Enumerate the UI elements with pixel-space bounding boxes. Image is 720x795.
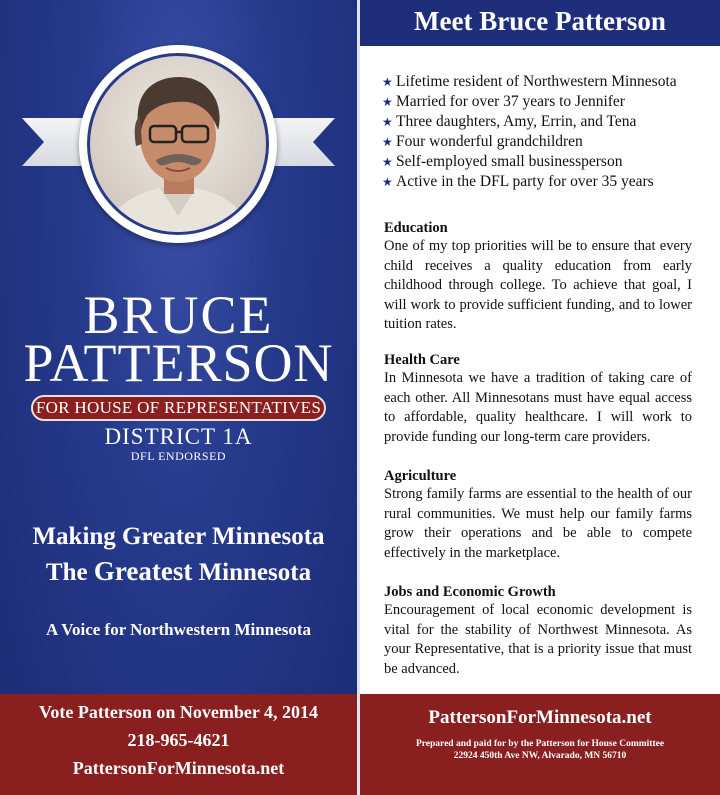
list-item <box>382 132 712 152</box>
section-title: Agriculture <box>384 468 457 484</box>
slogan <box>0 520 357 590</box>
star-icon: ★ <box>382 75 393 89</box>
section-text: Encouragement of local economic development is vital for the stability of Northwest Minnesota. As your Representative, that is a priority issue that must be advanced. <box>384 602 692 677</box>
disclaimer-line1: Prepared and paid for by the Patterson for House Committee <box>415 739 665 749</box>
bio-text: Lifetime resident of Northwestern Minnesota <box>396 73 677 90</box>
vote-date: Vote Patterson on November 4, 2014 <box>39 702 318 722</box>
star-icon: ★ <box>382 115 393 129</box>
slogan-line2-emphasis: Greatest <box>93 556 193 586</box>
endorsement-label: DFL ENDORSED <box>130 449 227 463</box>
slogan-line1: Making Greater Minnesota <box>32 523 325 550</box>
disclaimer <box>360 738 720 762</box>
bio-list <box>382 72 712 192</box>
bio-text: Self-employed small businessperson <box>396 153 623 170</box>
left-panel <box>0 0 357 795</box>
candidate-last-name: PATTERSON <box>23 333 334 393</box>
slogan-line2-pre: The <box>45 559 94 586</box>
health-care-section <box>384 351 692 447</box>
candidate-portrait-icon <box>90 56 266 232</box>
meet-heading: Meet Bruce Patterson <box>360 0 720 46</box>
section-title: Jobs and Economic Growth <box>384 584 556 600</box>
bio-text: Four wonderful grandchildren <box>396 133 583 150</box>
office-banner: FOR HOUSE OF REPRESENTATIVES <box>31 395 326 421</box>
district-label: DISTRICT 1A <box>104 424 253 449</box>
section-text: Strong family farms are essential to the health of our rural communities. We must help our family farms grow their operations and be able to compete effectively in the marketplace. <box>384 486 692 561</box>
star-icon: ★ <box>382 95 393 109</box>
education-section <box>384 219 692 335</box>
vote-box <box>0 694 357 795</box>
list-item <box>382 92 712 112</box>
star-icon: ★ <box>382 175 393 189</box>
list-item <box>382 112 712 132</box>
right-panel <box>360 0 720 795</box>
bio-text: Married for over 37 years to Jennifer <box>396 93 625 110</box>
section-title: Education <box>384 220 448 236</box>
section-text: In Minnesota we have a tradition of taking care of each other. All Minnesotans must have equal access to affordable, quality healthcare. I will work to provide funding our long-term care providers. <box>384 370 692 445</box>
tagline: A Voice for Northwestern Minnesota <box>45 620 312 639</box>
list-item <box>382 72 712 92</box>
star-icon: ★ <box>382 135 393 149</box>
jobs-section <box>384 583 692 679</box>
slogan-line2-post: Minnesota <box>192 559 312 586</box>
star-icon: ★ <box>382 155 393 169</box>
candidate-first-name: BRUCE <box>83 285 274 345</box>
bio-text: Active in the DFL party for over 35 years <box>396 173 654 190</box>
footer-box <box>360 694 720 795</box>
candidate-photo <box>87 53 269 235</box>
list-item <box>382 172 712 192</box>
disclaimer-address: 22924 450th Ave NW, Alvarado, MN 56710 <box>453 751 627 761</box>
candidate-photo-frame <box>79 45 277 243</box>
section-title: Health Care <box>384 352 460 368</box>
slogan-line2 <box>0 554 357 590</box>
section-text: One of my top priorities will be to ensure that every child receives a quality education from early childhood through college. To achieve that goal, I will work to provide sufficient funding, and to lower tuition rates. <box>384 238 692 332</box>
website-link[interactable]: PattersonForMinnesota.net <box>72 758 285 778</box>
footer-website-link[interactable]: PattersonForMinnesota.net <box>428 707 652 728</box>
agriculture-section <box>384 467 692 563</box>
phone-number: 218-965-4621 <box>127 730 230 750</box>
bio-text: Three daughters, Amy, Errin, and Tena <box>396 113 637 130</box>
list-item <box>382 152 712 172</box>
